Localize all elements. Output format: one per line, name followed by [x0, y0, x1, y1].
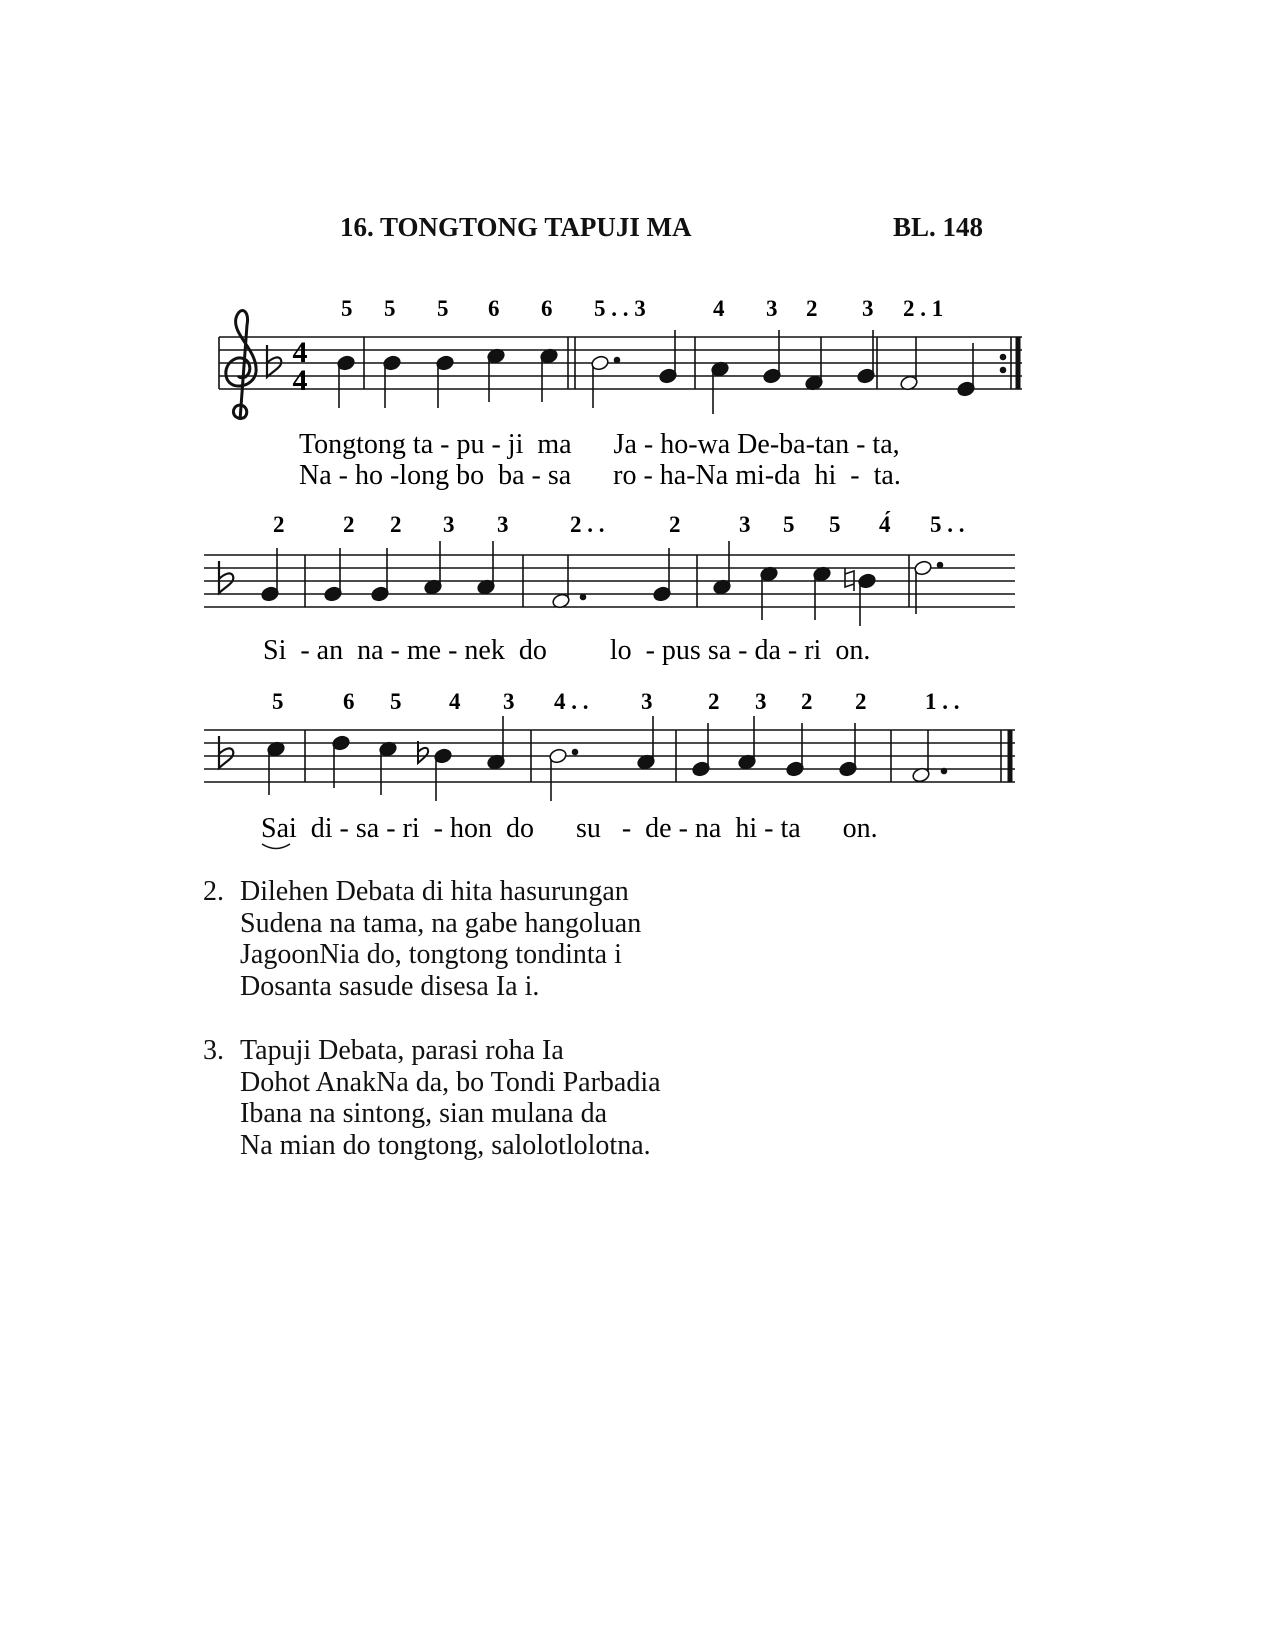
- solfa-number: 4 . .: [554, 689, 589, 714]
- solfa-number: 2: [273, 512, 285, 537]
- solfa-number: 5: [390, 689, 402, 714]
- solfa-number: 6: [488, 296, 500, 321]
- lyric-line: Si - an na - me - nek do lo - pus sa - da - ri on.: [263, 635, 871, 666]
- notes-3: [266, 716, 946, 801]
- lyric-line: Na - ho -long bo ba - sa ro - ha-Na mi-da hi - ta.: [299, 460, 901, 491]
- verse-line: Ibana na sintong, sian mulana da: [240, 1098, 608, 1129]
- solfa-number: 2: [801, 689, 813, 714]
- solfa-row-2: [273, 511, 965, 537]
- verse-number: 3.: [203, 1035, 224, 1066]
- solfa-number: 3: [497, 512, 509, 537]
- hymn-number: BL. 148: [893, 212, 984, 242]
- lyrics-3: [261, 813, 878, 849]
- natural-sign-icon: [845, 568, 854, 591]
- solfa-number: 5: [272, 689, 284, 714]
- solfa-number: 3: [755, 689, 767, 714]
- repeat-dot: [1001, 368, 1006, 373]
- solfa-number: 3: [766, 296, 778, 321]
- solfa-number: 2: [806, 296, 818, 321]
- solfa-row-1: [341, 296, 943, 321]
- solfa-number: 3: [739, 512, 751, 537]
- solfa-number: 2 . .: [570, 512, 605, 537]
- solfa-number: 5: [829, 512, 841, 537]
- solfa-number: 3: [862, 296, 874, 321]
- time-signature: [293, 336, 308, 397]
- flat-sign-icon: [418, 741, 428, 763]
- staff-2: [204, 555, 1015, 607]
- solfa-number: 3: [443, 512, 455, 537]
- verse-line: JagoonNia do, tongtong tondinta i: [240, 939, 622, 970]
- lyrics-2: [263, 635, 870, 666]
- lyric-line: Tongtong ta - pu - ji ma Ja - ho-wa De-ba-tan - ta,: [299, 429, 900, 460]
- solfa-number: 2: [708, 689, 720, 714]
- solfa-number: 6: [541, 296, 553, 321]
- notes-1: [336, 330, 1005, 414]
- solfa-number: 2: [855, 689, 867, 714]
- solfa-number: 5: [341, 296, 353, 321]
- solfa-number: 4́: [879, 512, 891, 537]
- verse-line: Dohot AnakNa da, bo Tondi Parbadia: [240, 1066, 661, 1098]
- solfa-number: 3: [503, 689, 515, 714]
- solfa-number: 3: [641, 689, 653, 714]
- solfa-number: 5 . . 3: [594, 296, 646, 321]
- hymn-title: 16. TONGTONG TAPUJI MA: [340, 212, 692, 242]
- solfa-number: 5 . .: [930, 512, 965, 537]
- staff-3: [204, 730, 1015, 782]
- solfa-number: 4: [449, 689, 461, 714]
- notes-2: [260, 541, 942, 626]
- solfa-number: 5: [783, 512, 795, 537]
- key-signature-flat-icon: [219, 736, 233, 768]
- solfa-row-3: [272, 689, 960, 714]
- verse-number: 2.: [203, 876, 224, 907]
- time-signature-bottom: 4: [292, 364, 308, 397]
- solfa-number: 5: [437, 296, 449, 321]
- verse-line: Dilehen Debata di hita hasurungan: [240, 876, 629, 907]
- solfa-number: 2 . 1: [903, 296, 944, 321]
- time-signature-top: 4: [292, 336, 308, 369]
- solfa-number: 1 . .: [925, 689, 960, 714]
- treble-clef-icon: [226, 311, 256, 420]
- key-signature-flat-icon: [219, 561, 233, 593]
- solfa-number: 2: [669, 512, 681, 537]
- lyrics-1: [299, 429, 901, 491]
- verse-line: Dosanta sasude disesa Ia i.: [240, 970, 540, 1002]
- verse-line: Tapuji Debata, parasi roha Ia: [240, 1035, 564, 1066]
- slur-mark: [262, 844, 290, 849]
- solfa-number: 2: [390, 512, 402, 537]
- solfa-number: 5: [384, 296, 396, 321]
- solfa-number: 4: [713, 296, 725, 321]
- solfa-number: 6: [343, 689, 355, 714]
- verse-line: Na mian do tongtong, salolotlolotna.: [240, 1129, 651, 1161]
- solfa-number: 2: [343, 512, 355, 537]
- verse-line: Sudena na tama, na gabe hangoluan: [240, 907, 642, 939]
- repeat-dot: [1001, 355, 1006, 360]
- lyric-line: Sai di - sa - ri - hon do su - de - na hi - ta on.: [261, 813, 878, 844]
